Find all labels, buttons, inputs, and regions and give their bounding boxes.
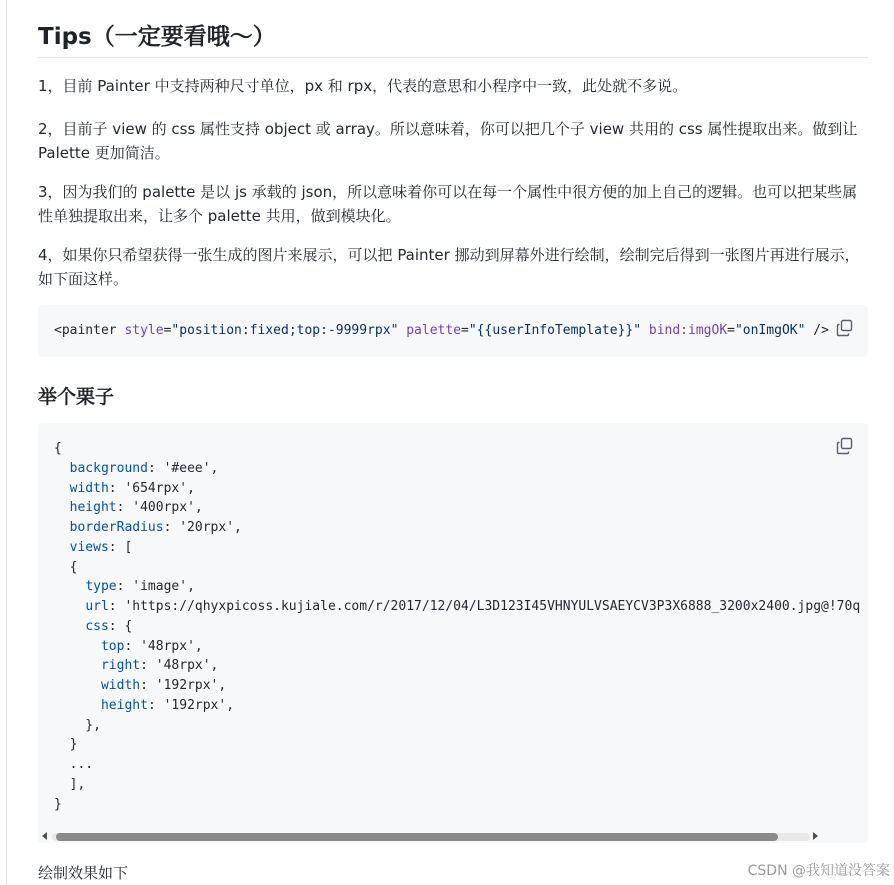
painter-code-snippet: [38, 305, 868, 357]
code-line: {: [54, 559, 78, 575]
code-line: views: [: [69, 539, 133, 555]
tip-paragraph-1: 1，目前 Painter 中支持两种尺寸单位，px 和 rpx，代表的意思和小程序中一致，此处就不多说。: [38, 77, 688, 95]
example-code-text: [54, 439, 860, 814]
copy-button[interactable]: [836, 319, 854, 337]
section-title: Tips（一定要看哦～）: [38, 24, 276, 50]
code-line: borderRadius: '20rpx',: [69, 520, 242, 535]
code-tag-open: <painter: [54, 323, 117, 338]
code-line: {: [54, 441, 62, 456]
code-line: right: '48rpx',: [100, 658, 219, 674]
horizontal-scrollbar[interactable]: [38, 830, 868, 843]
code-key: background: [69, 460, 148, 476]
code-line: width: '192rpx',: [100, 678, 227, 693]
code-line: css: {: [85, 618, 133, 634]
title-divider: [38, 57, 868, 58]
scroll-thumb[interactable]: [56, 833, 778, 841]
code-key: top: [100, 638, 125, 654]
code-key: url: [85, 599, 109, 614]
scroll-left-arrow-icon[interactable]: [42, 832, 47, 840]
code-line: height: '192rpx',: [100, 697, 235, 713]
watermark: CSDN @我知道没答案: [747, 863, 890, 879]
code-attr-style: style: [124, 323, 164, 338]
tip-paragraph-2: 2，目前子 view 的 css 属性支持 object 或 array。所以意味着，你可以把几个子 view 共用的 css 属性提取出来。做到让 Palette 更加简洁。: [38, 120, 858, 162]
tip-paragraph-3: 3，因为我们的 palette 是以 js 承载的 json，所以意味着你可以在每一个属性中很方便的加上自己的逻辑。也可以把某些属性单独提取出来，让多个 palette 共用，做到模块化。: [38, 183, 858, 225]
code-line: background: '#eee',: [69, 460, 219, 476]
code-line: top: '48rpx',: [100, 638, 203, 654]
result-caption: 绘制效果如下: [38, 864, 129, 882]
code-key: css: [85, 618, 109, 634]
tip-paragraph-4: 4，如果你只希望获得一张生成的图片来展示，可以把 Painter 挪动到屏幕外进行绘制，绘制完后得到一张图片再进行展示，如下面这样。: [38, 246, 860, 288]
copy-button[interactable]: [836, 437, 854, 455]
code-val-palette: "{{userInfoTemplate}}": [468, 323, 642, 338]
code-line: width: '654rpx',: [69, 480, 195, 496]
left-border: [6, 0, 7, 885]
code-key: width: [100, 678, 141, 693]
copy-icon: [836, 319, 854, 337]
code-key: borderRadius: [69, 520, 164, 535]
code-key: views: [69, 539, 109, 555]
code-key: width: [69, 480, 109, 496]
code-val-bind: "onImgOK": [734, 323, 806, 338]
copy-icon: [836, 437, 854, 455]
code-line: },: [54, 717, 101, 733]
painter-code-text: <painter style="position:fixed;top:-9999rpx" palette="{{userInfoTemplate}}" bind:imgOK="onImgOK" />: [54, 323, 829, 338]
code-tag-close: />: [813, 323, 829, 338]
example-heading: 举个栗子: [38, 386, 115, 408]
code-line: }: [54, 796, 62, 812]
code-key: right: [100, 658, 141, 674]
code-line: }: [54, 737, 78, 753]
code-line: height: '400rpx',: [69, 500, 203, 516]
code-line: ...: [54, 757, 94, 772]
code-line: url: 'https://qhyxpicoss.kujiale.com/r/2017/12/04/L3D123I45VHNYULVSAEYCV3P3X6888_3200x2400.jpg@!70q: [85, 599, 861, 614]
code-val-style: "position:fixed;top:-9999rpx": [171, 323, 399, 338]
code-key: height: [69, 500, 117, 516]
code-key: height: [100, 697, 148, 713]
code-attr-bind: bind:imgOK: [648, 323, 728, 338]
code-attr-palette: palette: [406, 323, 462, 338]
example-code-block: [38, 423, 868, 843]
code-line: ],: [54, 776, 86, 792]
code-line: type: 'image',: [85, 579, 195, 595]
scroll-right-arrow-icon[interactable]: [813, 832, 818, 840]
code-key: type: [85, 579, 117, 595]
